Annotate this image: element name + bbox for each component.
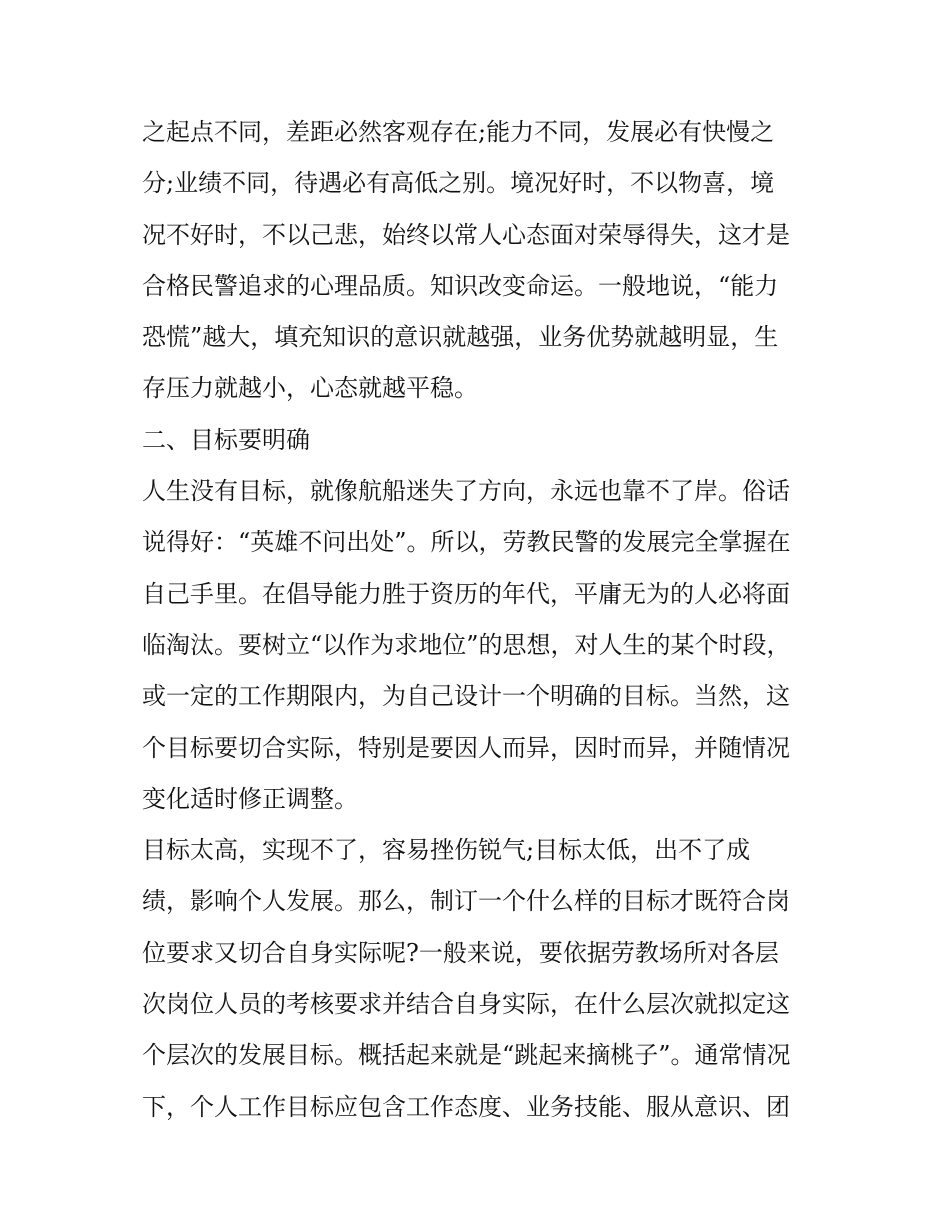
text-line: 临淘汰。要树立“以作为求地位”的思想，对人生的某个时段， <box>142 630 791 659</box>
text-line: 次岗位人员的考核要求并结合自身实际，在什么层次就拟定这 <box>142 990 790 1019</box>
text-line: 人生没有目标，就像航船迷失了方向，永远也靠不了岸。俗话 <box>142 477 790 506</box>
text-line: 恐慌”越大，填充知识的意识就越强，业务优势就越明显，生 <box>142 323 779 352</box>
section-heading: 二、目标要明确 <box>142 425 310 454</box>
text-line: 或一定的工作期限内，为自己设计一个明确的目标。当然，这 <box>142 682 790 711</box>
text-line: 绩，影响个人发展。那么，制订一个什么样的目标才既符合岗 <box>142 887 790 916</box>
text-line: 下，个人工作目标应包含工作态度、业务技能、服从意识、团 <box>142 1092 790 1121</box>
text-line: 合格民警追求的心理品质。知识改变命运。一般地说，“能力 <box>142 271 779 300</box>
text-line: 位要求又切合自身实际呢?一般来说，要依据劳教场所对各层 <box>142 938 779 967</box>
text-line: 说得好：“英雄不问出处”。所以，劳教民警的发展完全掌握在 <box>142 528 791 557</box>
text-line: 个目标要切合实际，特别是要因人而异，因时而异，并随情况 <box>142 733 790 762</box>
text-line: 分;业绩不同，待遇必有高低之别。境况好时，不以物喜，境 <box>142 169 775 198</box>
text-line: 变化适时修正调整。 <box>142 784 358 813</box>
text-line: 目标太高，实现不了，容易挫伤锐气;目标太低，出不了成 <box>142 836 751 865</box>
text-line: 个层次的发展目标。概括起来就是“跳起来摘桃子”。通常情况 <box>142 1041 791 1070</box>
text-line: 之起点不同，差距必然客观存在;能力不同，发展必有快慢之 <box>142 118 775 146</box>
text-line: 自己手里。在倡导能力胜于资历的年代，平庸无为的人必将面 <box>142 579 790 608</box>
body-text <box>142 107 822 1133</box>
text-line: 存压力就越小，心态就越平稳。 <box>142 374 478 403</box>
text-line: 况不好时，不以己悲，始终以常人心态面对荣辱得失，这才是 <box>142 220 790 249</box>
